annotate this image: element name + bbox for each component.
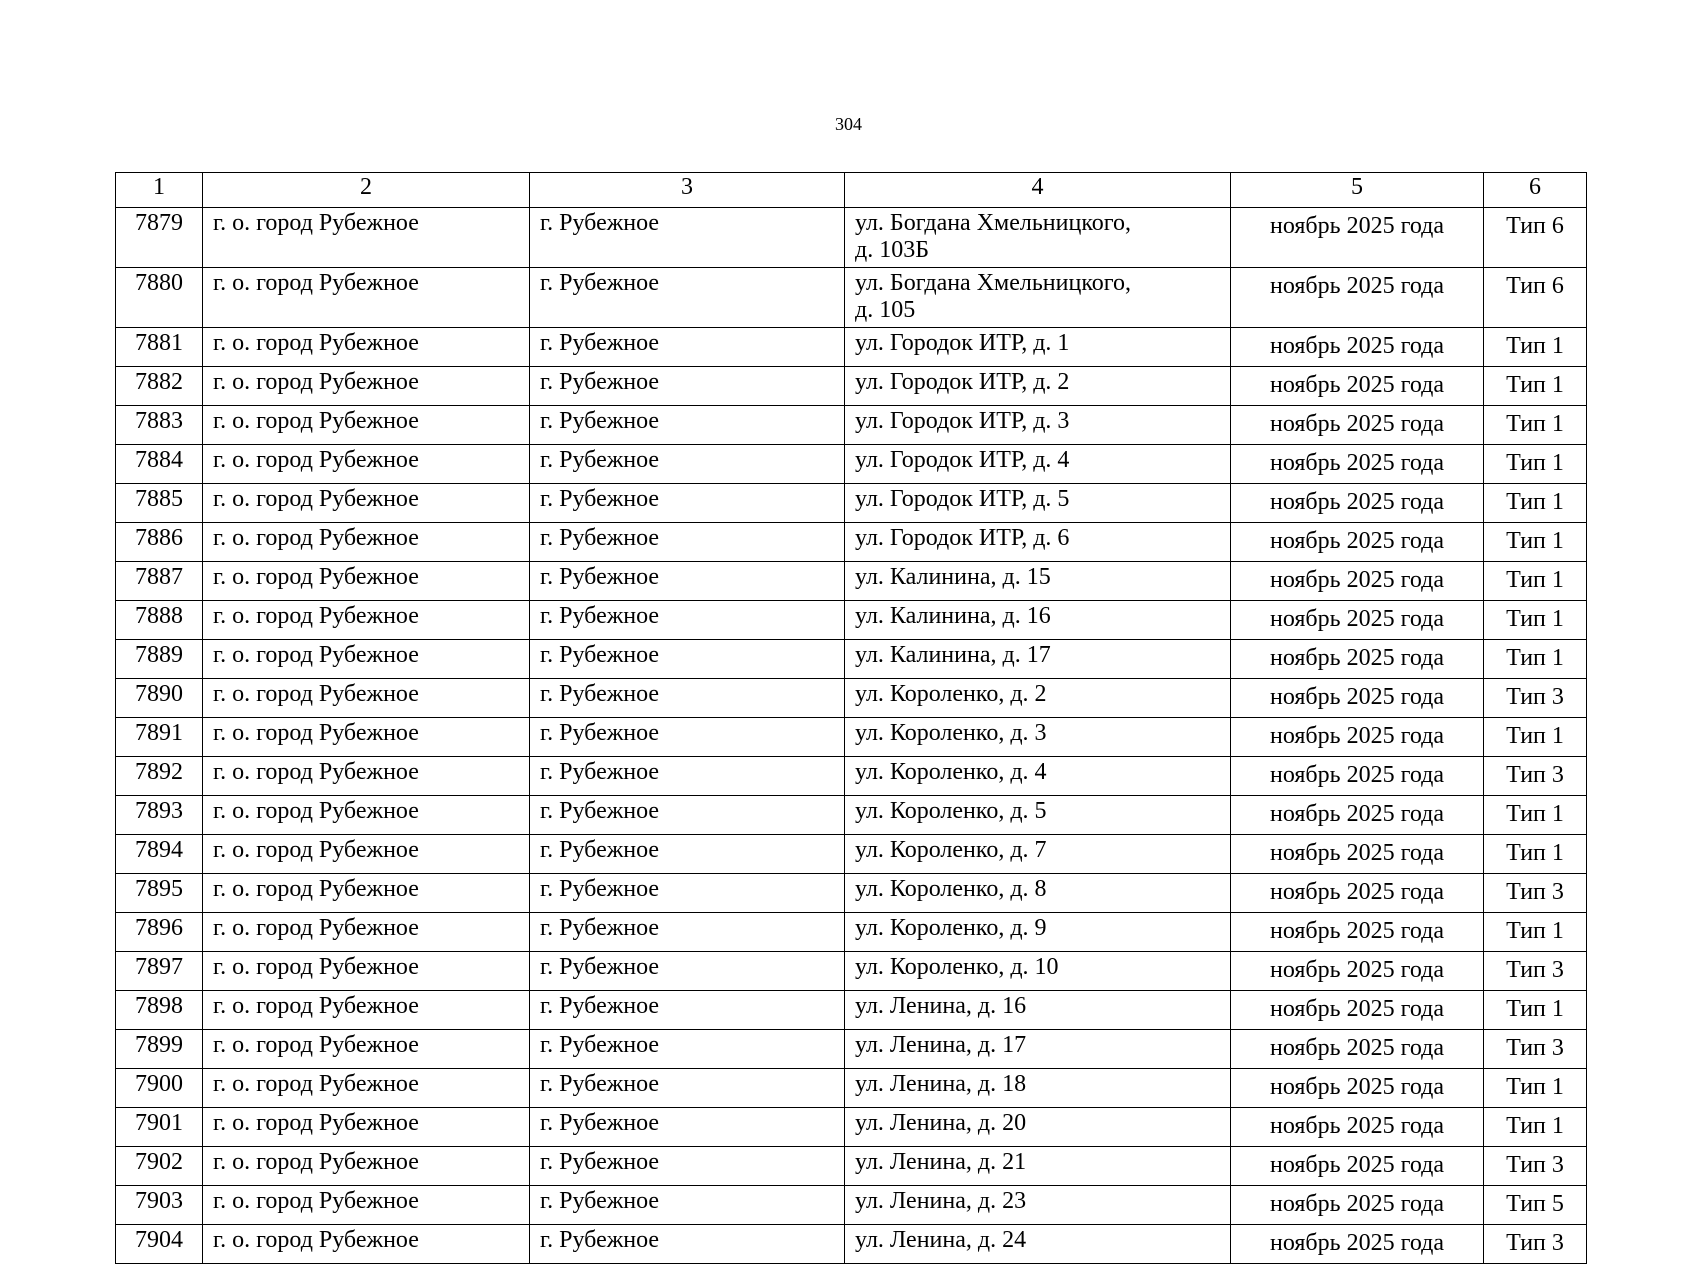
table-row: [116, 445, 1587, 484]
date-cell: ноябрь 2025 года: [1231, 1069, 1484, 1108]
registry-table: [115, 172, 1587, 1264]
table-row: [116, 952, 1587, 991]
city-cell: г. Рубежное: [530, 679, 845, 718]
address-cell: ул. Короленко, д. 2: [845, 679, 1231, 718]
type-cell: Тип 1: [1484, 601, 1587, 640]
type-cell: Тип 1: [1484, 835, 1587, 874]
table-row: [116, 328, 1587, 367]
district-cell: г. о. город Рубежное: [203, 328, 530, 367]
type-cell: Тип 5: [1484, 1186, 1587, 1225]
address-cell: ул. Короленко, д. 3: [845, 718, 1231, 757]
date-cell: ноябрь 2025 года: [1231, 268, 1484, 328]
date-cell: ноябрь 2025 года: [1231, 835, 1484, 874]
type-cell: Тип 1: [1484, 991, 1587, 1030]
date-cell: ноябрь 2025 года: [1231, 757, 1484, 796]
table-row: [116, 523, 1587, 562]
type-cell: Тип 1: [1484, 523, 1587, 562]
type-cell: Тип 3: [1484, 1225, 1587, 1264]
type-cell: Тип 3: [1484, 679, 1587, 718]
district-cell: г. о. город Рубежное: [203, 562, 530, 601]
type-cell: Тип 6: [1484, 268, 1587, 328]
type-cell: Тип 1: [1484, 1108, 1587, 1147]
address-cell: ул. Калинина, д. 17: [845, 640, 1231, 679]
date-cell: ноябрь 2025 года: [1231, 484, 1484, 523]
table-row: [116, 562, 1587, 601]
district-cell: г. о. город Рубежное: [203, 835, 530, 874]
date-cell: ноябрь 2025 года: [1231, 1225, 1484, 1264]
city-cell: г. Рубежное: [530, 562, 845, 601]
district-cell: г. о. город Рубежное: [203, 406, 530, 445]
table-row: [116, 679, 1587, 718]
city-cell: г. Рубежное: [530, 484, 845, 523]
district-cell: г. о. город Рубежное: [203, 679, 530, 718]
date-cell: ноябрь 2025 года: [1231, 367, 1484, 406]
date-cell: ноябрь 2025 года: [1231, 796, 1484, 835]
address-cell: ул. Короленко, д. 7: [845, 835, 1231, 874]
table-row: [116, 601, 1587, 640]
table-row: [116, 718, 1587, 757]
type-cell: Тип 1: [1484, 367, 1587, 406]
row-number: 7888: [116, 601, 203, 640]
row-number: 7887: [116, 562, 203, 601]
district-cell: г. о. город Рубежное: [203, 1147, 530, 1186]
address-cell: ул. Городок ИТР, д. 6: [845, 523, 1231, 562]
date-cell: ноябрь 2025 года: [1231, 1186, 1484, 1225]
date-cell: ноябрь 2025 года: [1231, 718, 1484, 757]
city-cell: г. Рубежное: [530, 445, 845, 484]
column-header-2: 2: [203, 173, 530, 208]
district-cell: г. о. город Рубежное: [203, 208, 530, 268]
district-cell: г. о. город Рубежное: [203, 1108, 530, 1147]
address-cell: ул. Калинина, д. 15: [845, 562, 1231, 601]
city-cell: г. Рубежное: [530, 1147, 845, 1186]
district-cell: г. о. город Рубежное: [203, 445, 530, 484]
row-number: 7898: [116, 991, 203, 1030]
address-cell: [845, 268, 1231, 328]
address-cell: ул. Ленина, д. 23: [845, 1186, 1231, 1225]
city-cell: г. Рубежное: [530, 913, 845, 952]
table-row: [116, 796, 1587, 835]
page-number: 304: [835, 114, 862, 134]
city-cell: г. Рубежное: [530, 640, 845, 679]
row-number: 7885: [116, 484, 203, 523]
type-cell: Тип 1: [1484, 796, 1587, 835]
date-cell: ноябрь 2025 года: [1231, 1108, 1484, 1147]
type-cell: Тип 3: [1484, 952, 1587, 991]
city-cell: г. Рубежное: [530, 952, 845, 991]
date-cell: ноябрь 2025 года: [1231, 913, 1484, 952]
date-cell: ноябрь 2025 года: [1231, 523, 1484, 562]
address-cell: ул. Короленко, д. 5: [845, 796, 1231, 835]
header-row: [116, 173, 1587, 208]
date-cell: ноябрь 2025 года: [1231, 991, 1484, 1030]
table-row: [116, 367, 1587, 406]
column-header-1: 1: [116, 173, 203, 208]
row-number: 7899: [116, 1030, 203, 1069]
type-cell: Тип 3: [1484, 757, 1587, 796]
city-cell: г. Рубежное: [530, 367, 845, 406]
district-cell: г. о. город Рубежное: [203, 1030, 530, 1069]
date-cell: ноябрь 2025 года: [1231, 601, 1484, 640]
district-cell: г. о. город Рубежное: [203, 1069, 530, 1108]
district-cell: г. о. город Рубежное: [203, 874, 530, 913]
address-cell: ул. Калинина, д. 16: [845, 601, 1231, 640]
address-cell: ул. Городок ИТР, д. 1: [845, 328, 1231, 367]
table-row: [116, 484, 1587, 523]
district-cell: г. о. город Рубежное: [203, 796, 530, 835]
district-cell: г. о. город Рубежное: [203, 757, 530, 796]
address-cell: ул. Городок ИТР, д. 3: [845, 406, 1231, 445]
column-header-5: 5: [1231, 173, 1484, 208]
city-cell: г. Рубежное: [530, 523, 845, 562]
type-cell: Тип 1: [1484, 718, 1587, 757]
row-number: 7889: [116, 640, 203, 679]
district-cell: г. о. город Рубежное: [203, 991, 530, 1030]
type-cell: Тип 6: [1484, 208, 1587, 268]
date-cell: ноябрь 2025 года: [1231, 640, 1484, 679]
city-cell: г. Рубежное: [530, 1225, 845, 1264]
type-cell: Тип 1: [1484, 562, 1587, 601]
table-row: [116, 268, 1587, 328]
date-cell: ноябрь 2025 года: [1231, 406, 1484, 445]
address-cell: ул. Городок ИТР, д. 2: [845, 367, 1231, 406]
date-cell: ноябрь 2025 года: [1231, 1147, 1484, 1186]
date-cell: ноябрь 2025 года: [1231, 445, 1484, 484]
row-number: 7895: [116, 874, 203, 913]
date-cell: ноябрь 2025 года: [1231, 679, 1484, 718]
table-row: [116, 1069, 1587, 1108]
address-cell: ул. Ленина, д. 18: [845, 1069, 1231, 1108]
city-cell: г. Рубежное: [530, 1108, 845, 1147]
city-cell: г. Рубежное: [530, 208, 845, 268]
address-line-2: д. 103Б: [855, 237, 929, 263]
address-cell: ул. Ленина, д. 21: [845, 1147, 1231, 1186]
address-line-1: ул. Богдана Хмельницкого,: [855, 210, 1132, 236]
city-cell: г. Рубежное: [530, 1069, 845, 1108]
city-cell: г. Рубежное: [530, 796, 845, 835]
type-cell: Тип 1: [1484, 913, 1587, 952]
row-number: 7890: [116, 679, 203, 718]
table-row: [116, 1108, 1587, 1147]
city-cell: г. Рубежное: [530, 718, 845, 757]
date-cell: ноябрь 2025 года: [1231, 952, 1484, 991]
address-cell: ул. Ленина, д. 24: [845, 1225, 1231, 1264]
table-row: [116, 640, 1587, 679]
city-cell: г. Рубежное: [530, 1030, 845, 1069]
address-cell: [845, 208, 1231, 268]
table-row: [116, 406, 1587, 445]
date-cell: ноябрь 2025 года: [1231, 328, 1484, 367]
district-cell: г. о. город Рубежное: [203, 640, 530, 679]
city-cell: г. Рубежное: [530, 328, 845, 367]
district-cell: г. о. город Рубежное: [203, 367, 530, 406]
address-line-1: ул. Богдана Хмельницкого,: [855, 270, 1132, 296]
date-cell: ноябрь 2025 года: [1231, 562, 1484, 601]
date-cell: ноябрь 2025 года: [1231, 208, 1484, 268]
address-cell: ул. Короленко, д. 8: [845, 874, 1231, 913]
row-number: 7903: [116, 1186, 203, 1225]
address-cell: ул. Городок ИТР, д. 4: [845, 445, 1231, 484]
address-cell: ул. Городок ИТР, д. 5: [845, 484, 1231, 523]
district-cell: г. о. город Рубежное: [203, 718, 530, 757]
table-row: [116, 1225, 1587, 1264]
address-line-2: д. 105: [855, 297, 916, 323]
type-cell: Тип 3: [1484, 1030, 1587, 1069]
row-number: 7897: [116, 952, 203, 991]
type-cell: Тип 1: [1484, 1069, 1587, 1108]
city-cell: г. Рубежное: [530, 601, 845, 640]
city-cell: г. Рубежное: [530, 268, 845, 328]
row-number: 7891: [116, 718, 203, 757]
row-number: 7883: [116, 406, 203, 445]
city-cell: г. Рубежное: [530, 835, 845, 874]
table-row: [116, 874, 1587, 913]
row-number: 7893: [116, 796, 203, 835]
type-cell: Тип 1: [1484, 406, 1587, 445]
address-cell: ул. Короленко, д. 4: [845, 757, 1231, 796]
row-number: 7880: [116, 268, 203, 328]
row-number: 7892: [116, 757, 203, 796]
row-number: 7896: [116, 913, 203, 952]
column-header-6: 6: [1484, 173, 1587, 208]
table-body: [116, 208, 1587, 1264]
district-cell: г. о. город Рубежное: [203, 1186, 530, 1225]
row-number: 7904: [116, 1225, 203, 1264]
table-row: [116, 757, 1587, 796]
column-header-3: 3: [530, 173, 845, 208]
address-cell: ул. Короленко, д. 10: [845, 952, 1231, 991]
city-cell: г. Рубежное: [530, 991, 845, 1030]
column-header-4: 4: [845, 173, 1231, 208]
address-cell: ул. Ленина, д. 16: [845, 991, 1231, 1030]
type-cell: Тип 1: [1484, 328, 1587, 367]
address-cell: ул. Ленина, д. 20: [845, 1108, 1231, 1147]
type-cell: Тип 3: [1484, 1147, 1587, 1186]
table-row: [116, 208, 1587, 268]
row-number: 7882: [116, 367, 203, 406]
table-row: [116, 991, 1587, 1030]
row-number: 7902: [116, 1147, 203, 1186]
row-number: 7879: [116, 208, 203, 268]
city-cell: г. Рубежное: [530, 874, 845, 913]
type-cell: Тип 1: [1484, 445, 1587, 484]
table-row: [116, 1030, 1587, 1069]
row-number: 7884: [116, 445, 203, 484]
city-cell: г. Рубежное: [530, 1186, 845, 1225]
table-row: [116, 1186, 1587, 1225]
district-cell: г. о. город Рубежное: [203, 952, 530, 991]
row-number: 7881: [116, 328, 203, 367]
date-cell: ноябрь 2025 года: [1231, 874, 1484, 913]
row-number: 7894: [116, 835, 203, 874]
city-cell: г. Рубежное: [530, 757, 845, 796]
district-cell: г. о. город Рубежное: [203, 484, 530, 523]
type-cell: Тип 1: [1484, 640, 1587, 679]
table-row: [116, 913, 1587, 952]
table-row: [116, 835, 1587, 874]
row-number: 7900: [116, 1069, 203, 1108]
date-cell: ноябрь 2025 года: [1231, 1030, 1484, 1069]
district-cell: г. о. город Рубежное: [203, 601, 530, 640]
address-cell: ул. Ленина, д. 17: [845, 1030, 1231, 1069]
table-row: [116, 1147, 1587, 1186]
district-cell: г. о. город Рубежное: [203, 268, 530, 328]
district-cell: г. о. город Рубежное: [203, 913, 530, 952]
district-cell: г. о. город Рубежное: [203, 523, 530, 562]
city-cell: г. Рубежное: [530, 406, 845, 445]
row-number: 7901: [116, 1108, 203, 1147]
type-cell: Тип 1: [1484, 484, 1587, 523]
row-number: 7886: [116, 523, 203, 562]
type-cell: Тип 3: [1484, 874, 1587, 913]
address-cell: ул. Короленко, д. 9: [845, 913, 1231, 952]
district-cell: г. о. город Рубежное: [203, 1225, 530, 1264]
